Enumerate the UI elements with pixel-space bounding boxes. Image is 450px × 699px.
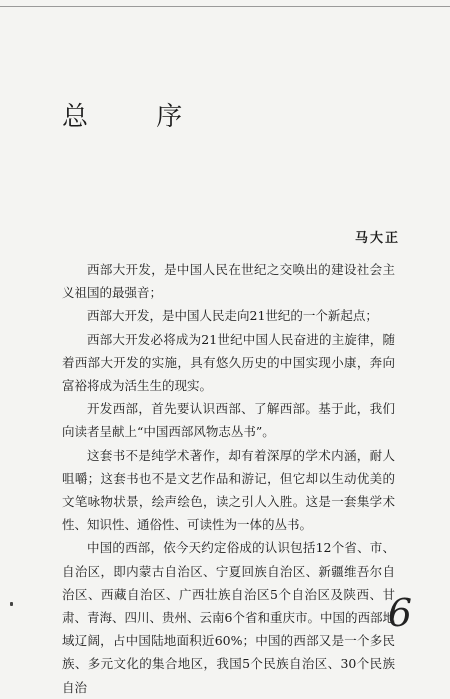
- paragraph: 西部大开发必将成为21世纪中国人民奋进的主旋律，随着西部大开发的实施，具有悠久历史的中国实现小康，奔向富裕将成为活生生的现实。: [62, 331, 395, 394]
- body-text: [62, 258, 395, 699]
- paragraph: 这套书不是纯学术著作，却有着深厚的学术内涵，耐人咀嚼；这套书也不是文艺作品和游记，但它却以生动优美的文笔咏物状景，绘声绘色，读之引人入胜。这是一套集学术性、知识性、通俗性、可读性为一体的丛书。: [62, 447, 395, 533]
- paragraph: 开发西部，首先要认识西部、了解西部。基于此，我们向读者呈献上“中国西部风物志丛书”。: [62, 401, 395, 440]
- paragraph: 西部大开发，是中国人民在世纪之交唤出的建设社会主义祖国的最强音；: [62, 262, 395, 301]
- page-title: 总 序: [62, 102, 213, 132]
- top-border-line: [0, 6, 450, 7]
- paragraph: 中国的西部，依今天约定俗成的认识包括12个省、市、自治区，即内蒙古自治区、宁夏回族自治区、新疆维吾尔自治区、西藏自治区、广西壮族自治区5个自治区及陕西、甘肃、青海、四川、贵州、云南6个省和重庆市。中国的西部地域辽阔，占中国陆地面积近60%；中国的西部又是一个多民族、多元文化的集合地区，我国5个民族自治区、30个民族自治: [62, 540, 395, 695]
- page-number: 6: [387, 591, 412, 635]
- paragraph: 西部大开发，是中国人民走向21世纪的一个新起点；: [87, 308, 378, 324]
- author-name: 马大正: [354, 231, 400, 246]
- scan-speck: [10, 602, 13, 606]
